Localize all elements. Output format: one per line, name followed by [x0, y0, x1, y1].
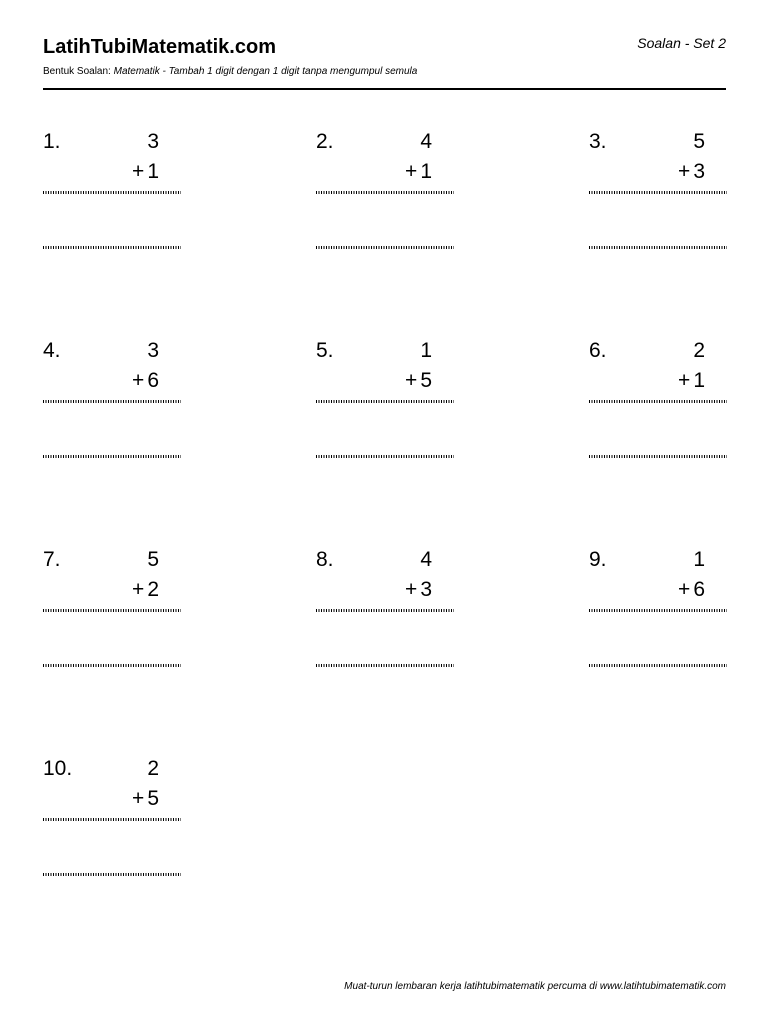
sum-line [589, 609, 727, 612]
second-operand-row [678, 578, 705, 602]
problem-number: 2. [316, 130, 334, 153]
problem-item [589, 548, 729, 688]
problem-number: 6. [589, 339, 607, 362]
plus-operator: + [678, 369, 691, 392]
problem-number: 9. [589, 548, 607, 571]
problem-item [43, 757, 183, 897]
second-operand: 5 [147, 787, 159, 810]
plus-operator: + [132, 369, 145, 392]
plus-operator: + [132, 578, 145, 601]
second-operand-row [132, 578, 159, 602]
sum-line [589, 191, 727, 194]
site-title: LatihTubiMatematik.com [43, 36, 276, 58]
answer-line [43, 873, 181, 876]
plus-operator: + [132, 160, 145, 183]
answer-line [589, 455, 727, 458]
second-operand: 1 [693, 369, 705, 392]
plus-operator: + [405, 369, 418, 392]
problem-item [43, 548, 183, 688]
second-operand: 6 [147, 369, 159, 392]
problem-number: 8. [316, 548, 334, 571]
first-operand: 3 [147, 130, 159, 153]
second-operand-row [132, 369, 159, 393]
first-operand: 1 [693, 548, 705, 571]
subtitle [43, 66, 417, 77]
answer-line [316, 664, 454, 667]
subtitle-description: Matematik - Tambah 1 digit dengan 1 digit tanpa mengumpul semula [113, 66, 418, 77]
second-operand: 5 [420, 369, 432, 392]
set-label: Soalan - Set 2 [637, 35, 726, 51]
second-operand-row [678, 160, 705, 184]
first-operand: 4 [420, 130, 432, 153]
problem-number: 5. [316, 339, 334, 362]
problem-item [43, 130, 183, 270]
first-operand: 2 [693, 339, 705, 362]
first-operand: 5 [693, 130, 705, 153]
answer-line [43, 664, 181, 667]
second-operand-row [405, 369, 432, 393]
first-operand: 2 [147, 757, 159, 780]
problem-number: 4. [43, 339, 61, 362]
second-operand: 6 [693, 578, 705, 601]
problem-number: 1. [43, 130, 61, 153]
plus-operator: + [405, 578, 418, 601]
plus-operator: + [405, 160, 418, 183]
plus-operator: + [678, 160, 691, 183]
first-operand: 1 [420, 339, 432, 362]
sum-line [43, 609, 181, 612]
second-operand: 1 [420, 160, 432, 183]
answer-line [316, 455, 454, 458]
answer-line [43, 246, 181, 249]
problem-item [589, 130, 729, 270]
answer-line [589, 246, 727, 249]
problem-item [316, 339, 456, 479]
second-operand: 3 [420, 578, 432, 601]
second-operand-row [405, 160, 432, 184]
second-operand: 3 [693, 160, 705, 183]
footer-note: Muat-turun lembaran kerja latihtubimatematik percuma di www.latihtubimatematik.com [344, 981, 726, 992]
sum-line [316, 400, 454, 403]
sum-line [43, 818, 181, 821]
sum-line [43, 400, 181, 403]
first-operand: 5 [147, 548, 159, 571]
problem-item [316, 130, 456, 270]
subtitle-prefix: Bentuk Soalan: [43, 66, 114, 77]
problem-number: 3. [589, 130, 607, 153]
sum-line [316, 609, 454, 612]
answer-line [316, 246, 454, 249]
answer-line [589, 664, 727, 667]
sum-line [316, 191, 454, 194]
problem-item [589, 339, 729, 479]
first-operand: 3 [147, 339, 159, 362]
problem-item [43, 339, 183, 479]
second-operand-row [132, 787, 159, 811]
header-divider [43, 88, 726, 90]
second-operand-row [405, 578, 432, 602]
answer-line [43, 455, 181, 458]
plus-operator: + [678, 578, 691, 601]
problem-number: 7. [43, 548, 61, 571]
problem-item [316, 548, 456, 688]
second-operand-row [678, 369, 705, 393]
plus-operator: + [132, 787, 145, 810]
sum-line [43, 191, 181, 194]
second-operand-row [132, 160, 159, 184]
problem-number: 10. [43, 757, 73, 780]
second-operand: 1 [147, 160, 159, 183]
first-operand: 4 [420, 548, 432, 571]
sum-line [589, 400, 727, 403]
second-operand: 2 [147, 578, 159, 601]
